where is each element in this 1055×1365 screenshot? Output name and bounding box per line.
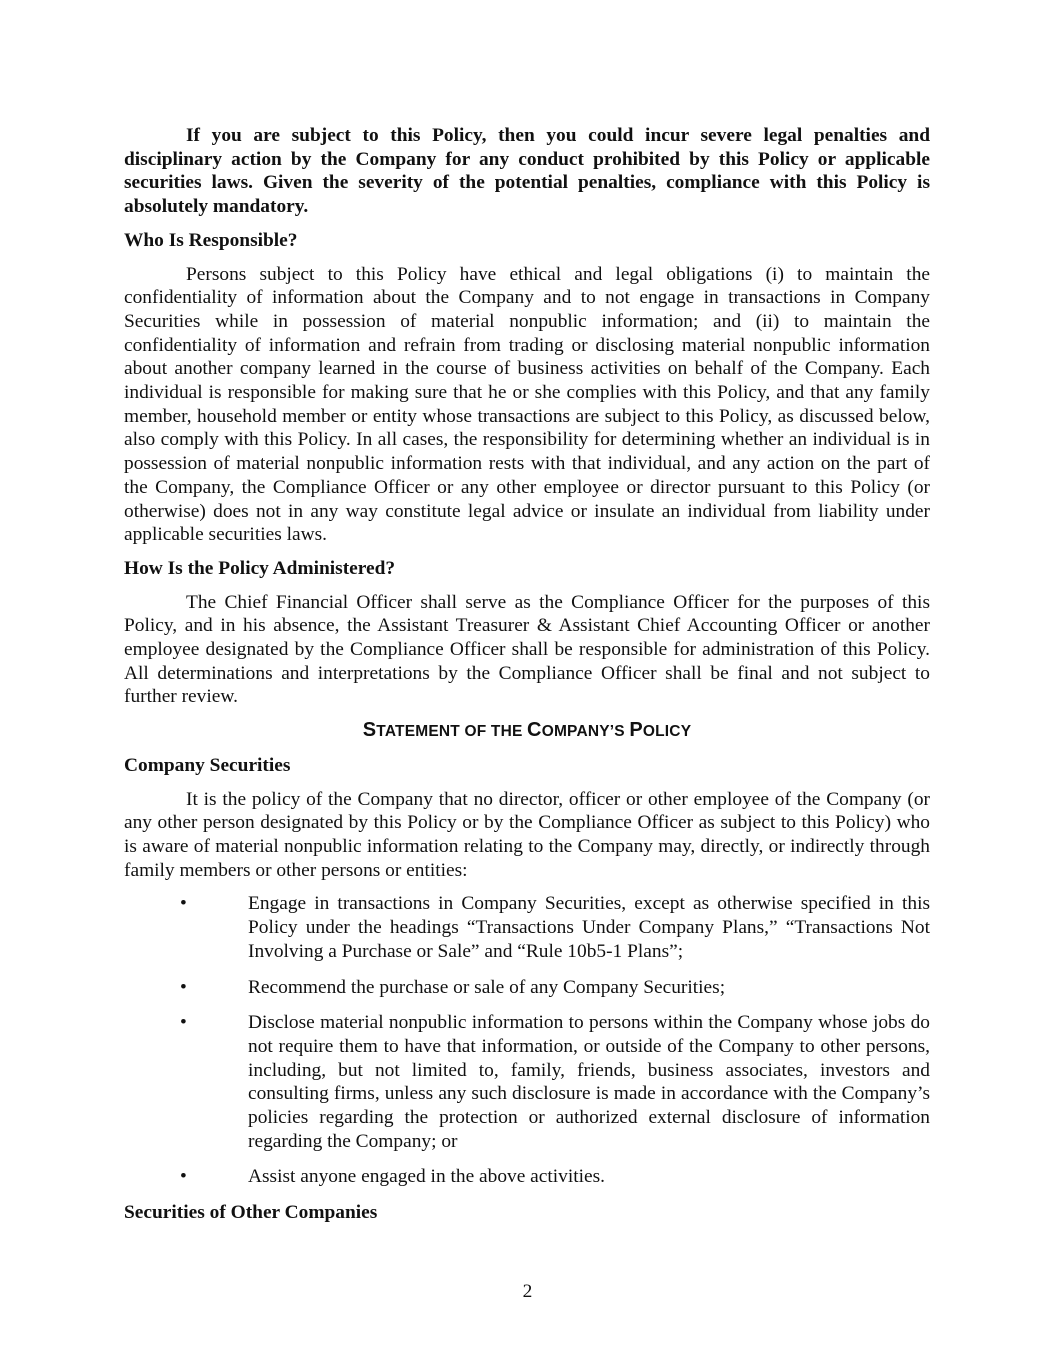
section-heading-company-securities: Company Securities bbox=[124, 754, 291, 776]
prohibited-actions-list bbox=[124, 892, 930, 1189]
administered-paragraph: The Chief Financial Officer shall serve as the Compliance Officer for the purposes of this Policy, and in his absence, the Assistant Treasurer & Assistant Chief Accounting Officer or another employee designated by the Compliance Officer shall be responsible for administration of this Policy. All determinations and interpretations by the Compliance Officer shall be final and not subject to further review. bbox=[124, 591, 930, 708]
list-item-text: Engage in transactions in Company Securities, except as otherwise specified in this Policy under the headings “Transactions Under Company Plans,” “Transactions Not Involving a Purchase or Sale” and “Rule 10b5-1 Plans”; bbox=[248, 893, 930, 962]
title-part: TATEMENT OF THE bbox=[376, 723, 528, 741]
bullet-icon: • bbox=[180, 1012, 187, 1034]
section-heading-administered: How Is the Policy Administered? bbox=[124, 557, 396, 579]
title-part: C bbox=[527, 719, 542, 742]
responsible-paragraph: Persons subject to this Policy have ethical and legal obligations (i) to maintain the confidentiality of information about the Company and to not engage in transactions in Company Securities while in possession of material nonpublic information; and (ii) to maintain the confidentiality of information and refrain from trading or disclosing material nonpublic information about another company learned in the course of business activities on behalf of the Company. Each individual is responsible for making sure that he or she complies with this Policy, and that any family member, household member or entity whose transactions are subject to this Policy, as discussed below, also comply with this Policy. In all cases, the responsibility for determining whether an individual is in possession of material nonpublic information rests with that individual, and any action on the part of the Company, the Compliance Officer or any other employee or director pursuant to this Policy (or otherwise) does not in any way constitute legal advice or insulate an individual from liability under applicable securities laws. bbox=[124, 263, 930, 546]
list-item-text: Disclose material nonpublic information to persons within the Company whose jobs do not require them to have that information, or outside of the Company to other persons, including, but not limited to, family, friends, business associates, investors and consulting firms, unless any such disclosure is made in accordance with the Company’s policies regarding the protection or authorized external disclosure of information regarding the Company; or bbox=[248, 1012, 930, 1152]
title-part: OMPANY’S bbox=[541, 723, 630, 741]
title-part: S bbox=[362, 719, 377, 742]
list-item-text: Recommend the purchase or sale of any Company Securities; bbox=[248, 976, 726, 998]
statement-title bbox=[124, 719, 930, 744]
document-page bbox=[124, 124, 930, 1235]
bullet-icon: • bbox=[180, 1166, 187, 1188]
title-part: OLICY bbox=[642, 723, 692, 741]
company-securities-paragraph: It is the policy of the Company that no director, officer or other employee of the Company (or any other person designated by this Policy or by the Compliance Officer as subject to this Policy) who is aware of material nonpublic information relating to the Company may, directly, or indirectly through family members or other persons or entities: bbox=[124, 788, 930, 881]
list-item-text: Assist anyone engaged in the above activities. bbox=[248, 1166, 606, 1188]
list-item bbox=[124, 892, 930, 963]
warning-paragraph: If you are subject to this Policy, then you could incur severe legal penalties and disciplinary action by the Company for any conduct prohibited by this Policy or applicable securities laws. Given the severity of the potential penalties, compliance with this Policy is absolutely mandatory. bbox=[124, 125, 930, 218]
page-number: 2 bbox=[522, 1281, 533, 1302]
title-part: P bbox=[629, 719, 643, 742]
section-heading-other-companies: Securities of Other Companies bbox=[124, 1202, 378, 1224]
bullet-icon: • bbox=[180, 976, 187, 998]
list-item bbox=[124, 1011, 930, 1153]
list-item bbox=[124, 976, 930, 1000]
bullet-icon: • bbox=[180, 893, 187, 915]
section-heading-responsible: Who Is Responsible? bbox=[124, 229, 298, 251]
list-item bbox=[124, 1165, 930, 1189]
